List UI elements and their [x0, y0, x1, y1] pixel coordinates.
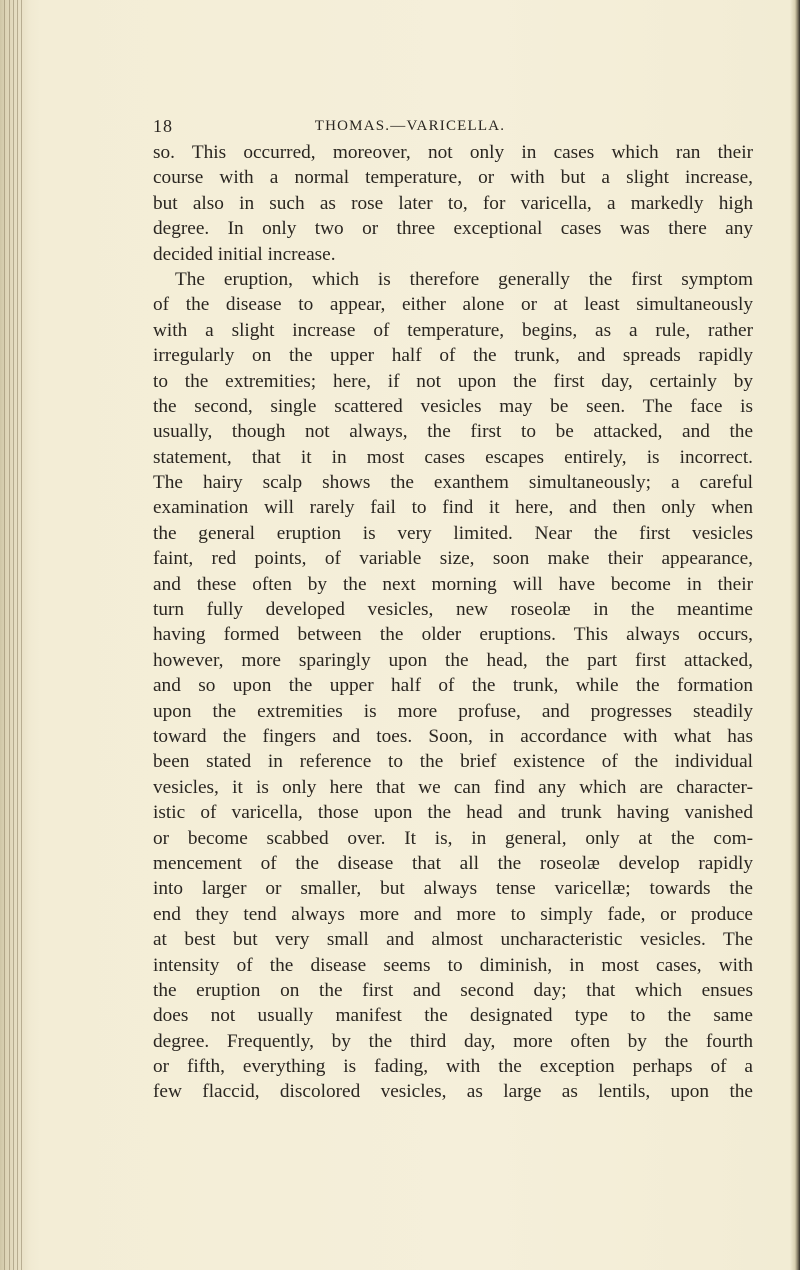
- text-line: mencement of the disease that all the roseolæ develop rapidly: [153, 852, 753, 874]
- text-line: istic of varicella, those upon the head and trunk having vanished: [153, 802, 753, 824]
- text-line: or become scabbed over. It is, in general, only at the com-: [153, 827, 753, 849]
- running-head: THOMAS.—VARICELLA.: [314, 118, 506, 134]
- text-line: decided initial increase.: [153, 243, 336, 265]
- gutter-line: [4, 0, 5, 1270]
- text-line: or fifth, everything is fading, with the exception perhaps of a: [153, 1056, 753, 1078]
- text-line: of the disease to appear, either alone or at least simultaneously: [153, 294, 753, 316]
- text-line: so. This occurred, moreover, not only in cases which ran their: [153, 142, 753, 163]
- page-edge: [790, 0, 800, 1270]
- text-line: into larger or smaller, but always tense varicellæ; towards the: [153, 878, 753, 900]
- text-line: faint, red points, of variable size, soon make their appearance,: [153, 548, 753, 570]
- text-line: few flaccid, discolored vesicles, as large as lentils, upon the: [153, 1081, 753, 1103]
- gutter-line: [21, 0, 22, 1270]
- text-line: irregularly on the upper half of the trunk, and spreads rapidly: [153, 345, 753, 367]
- text-line: and so upon the upper half of the trunk, while the formation: [153, 675, 753, 697]
- gutter-line: [13, 0, 14, 1270]
- text-line: however, more sparingly upon the head, the part first attacked,: [153, 649, 753, 671]
- text-line: toward the fingers and toes. Soon, in accordance with what has: [153, 725, 753, 747]
- text-line: the general eruption is very limited. Near the first vesicles: [153, 522, 753, 544]
- text-line: intensity of the disease seems to diminish, in most cases, with: [153, 954, 753, 976]
- text-line: to the extremities; here, if not upon the first day, certainly by: [153, 370, 753, 392]
- text-line: the second, single scattered vesicles may be seen. The face is: [153, 395, 753, 417]
- gutter-line: [17, 0, 18, 1270]
- text-line: statement, that it in most cases escapes entirely, is incorrect.: [153, 446, 753, 468]
- text-line: upon the extremities is more profuse, and progresses steadily: [153, 700, 753, 722]
- body-text: [153, 140, 753, 1105]
- text-line: and these often by the next morning will have become in their: [153, 573, 753, 595]
- text-line: The hairy scalp shows the exanthem simultaneously; a careful: [153, 472, 753, 494]
- text-line: degree. Frequently, by the third day, more often by the fourth: [153, 1030, 753, 1052]
- text-line: having formed between the older eruptions. This always occurs,: [153, 624, 753, 646]
- page-number: 18: [153, 116, 173, 136]
- text-line: does not usually manifest the designated type to the same: [153, 1005, 753, 1027]
- text-line: degree. In only two or three exceptional cases was there any: [153, 218, 753, 240]
- text-line: with a slight increase of temperature, begins, as a rule, rather: [153, 319, 753, 341]
- text-line: examination will rarely fail to find it here, and then only when: [153, 497, 753, 519]
- text-line: course with a normal temperature, or with but a slight increase,: [153, 167, 753, 189]
- text-line: but also in such as rose later to, for varicella, a markedly high: [153, 192, 753, 214]
- text-line: at best but very small and almost uncharacteristic vesicles. The: [153, 929, 753, 951]
- text-line: end they tend always more and more to simply fade, or produce: [153, 903, 753, 925]
- text-line: usually, though not always, the first to be attacked, and the: [153, 421, 753, 443]
- text-line: the eruption on the first and second day; that which ensues: [153, 979, 753, 1001]
- text-line: The eruption, which is therefore generally the first symptom: [175, 268, 753, 290]
- text-line: turn fully developed vesicles, new roseolæ in the meantime: [153, 599, 753, 621]
- gutter-line: [9, 0, 10, 1270]
- text-line: vesicles, it is only here that we can find any which are character-: [153, 776, 753, 798]
- text-line: been stated in reference to the brief existence of the individual: [153, 751, 753, 773]
